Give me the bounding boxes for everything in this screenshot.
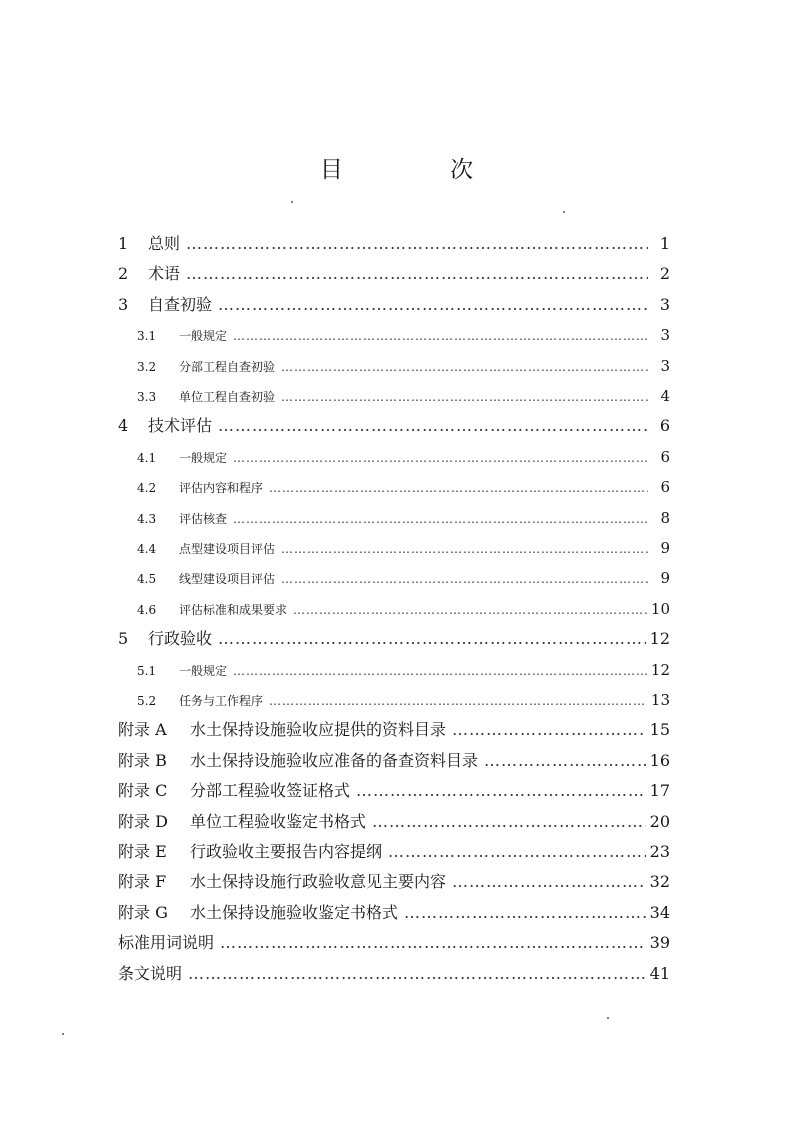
toc-entry-title: 评估核查 [179, 512, 228, 526]
toc-dot-leader [356, 776, 646, 806]
toc-dot-leader [269, 473, 648, 503]
toc-dot-leader [372, 807, 646, 837]
toc-entry-page: 8 [660, 509, 670, 527]
toc-entry-number: 附录 E [118, 842, 167, 861]
toc-entry-page: 2 [659, 264, 670, 283]
toc-entry-page: 39 [649, 933, 670, 952]
toc-entry[interactable] [118, 290, 670, 320]
toc-entry[interactable] [137, 472, 670, 502]
toc-entry-title: 评估内容和程序 [179, 481, 264, 495]
toc-dot-leader [281, 534, 648, 564]
toc-entry[interactable] [118, 229, 670, 259]
toc-dot-leader [186, 259, 648, 289]
toc-entry-number: 3.2 [137, 360, 157, 374]
toc-entry-number: 5.1 [137, 664, 157, 678]
toc-entry-number: 5.2 [137, 694, 157, 708]
toc-entry-page: 3 [660, 357, 670, 375]
toc-dot-leader [218, 624, 646, 654]
toc-entry-number: 4.6 [137, 603, 157, 617]
toc-entry-title: 条文说明 [118, 964, 183, 983]
toc-dot-leader [218, 290, 648, 320]
toc-entry-page: 3 [660, 326, 670, 344]
toc-entry-page: 20 [649, 812, 670, 831]
toc-dot-leader [218, 411, 648, 441]
toc-entry[interactable] [118, 807, 670, 837]
toc-entry-title: 水土保持设施验收应准备的备查资料目录 [190, 751, 479, 770]
toc-dot-leader [388, 837, 646, 867]
toc-entry-title: 技术评估 [148, 416, 213, 435]
toc-entry-number: 附录 G [118, 903, 168, 922]
toc-entry-title: 水土保持设施验收鉴定书格式 [190, 903, 399, 922]
toc-dot-leader [484, 746, 646, 776]
toc-entry-title: 任务与工作程序 [179, 694, 264, 708]
toc-dot-leader [452, 715, 646, 745]
toc-entry-page: 9 [660, 539, 670, 557]
toc-entry-number: 附录 C [118, 781, 168, 800]
scan-speck [607, 1017, 609, 1019]
toc-entry-number: 3.3 [137, 390, 157, 404]
toc-entry[interactable] [118, 776, 670, 806]
toc-dot-leader [233, 321, 648, 351]
toc-entry-number: 4.2 [137, 481, 157, 495]
toc-entry-page: 6 [660, 448, 670, 466]
toc-entry-page: 41 [649, 964, 670, 983]
toc-entry[interactable] [137, 655, 670, 685]
toc-entry-title: 一般规定 [179, 664, 228, 678]
toc-dot-leader [281, 352, 648, 382]
toc-dot-leader [293, 595, 647, 625]
toc-entry-number: 4 [118, 416, 129, 435]
toc-dot-leader [233, 443, 648, 473]
toc-entry-page: 9 [660, 569, 670, 587]
toc-entry[interactable] [137, 381, 670, 411]
toc-entry-page: 6 [660, 478, 670, 496]
toc-entry[interactable] [137, 442, 670, 472]
scan-speck [291, 201, 293, 203]
toc-entry-page: 1 [659, 234, 670, 253]
toc-entry-title: 线型建设项目评估 [179, 572, 276, 586]
toc-entry-number: 1 [118, 234, 129, 253]
toc-entry[interactable] [118, 928, 670, 958]
toc-entry-page: 23 [649, 842, 670, 861]
toc-entry-title: 标准用词说明 [118, 933, 215, 952]
toc-entry-number: 4.5 [137, 572, 157, 586]
toc-entry-title: 单位工程自查初验 [179, 390, 276, 404]
toc-entry-title: 一般规定 [179, 451, 228, 465]
toc-entry-page: 34 [649, 903, 670, 922]
toc-entry[interactable] [137, 594, 670, 624]
scan-speck [563, 211, 565, 213]
toc-dot-leader [186, 229, 648, 259]
toc-entry-number: 附录 A [118, 720, 167, 739]
toc-dot-leader [404, 898, 646, 928]
toc-entry-title: 分部工程自查初验 [179, 360, 276, 374]
toc-entry[interactable] [118, 259, 670, 289]
toc-entry-title: 分部工程验收签证格式 [190, 781, 351, 800]
toc-entry-number: 3 [118, 295, 129, 314]
toc-dot-leader [281, 564, 648, 594]
toc-dot-leader [220, 928, 646, 958]
toc-entry-title: 行政验收 [148, 629, 213, 648]
toc-entry-number: 附录 D [118, 812, 168, 831]
toc-entry-title: 单位工程验收鉴定书格式 [190, 812, 367, 831]
toc-entry-page: 6 [659, 416, 670, 435]
toc-entry-page: 15 [649, 720, 670, 739]
toc-entry-number: 附录 F [118, 872, 167, 891]
toc-entry[interactable] [118, 746, 670, 776]
toc-entry[interactable] [118, 898, 670, 928]
toc-entry-page: 12 [649, 629, 670, 648]
toc-entry-page: 13 [650, 691, 670, 709]
toc-entry-number: 3.1 [137, 329, 157, 343]
toc-entry-title: 水土保持设施验收应提供的资料目录 [190, 720, 447, 739]
toc-entry[interactable] [137, 563, 670, 593]
toc-entry-title: 点型建设项目评估 [179, 542, 276, 556]
toc-entry-title: 水土保持设施行政验收意见主要内容 [190, 872, 447, 891]
toc-dot-leader [269, 686, 647, 716]
toc-entry-title: 一般规定 [179, 329, 228, 343]
toc-entry-number: 附录 B [118, 751, 167, 770]
toc-entry[interactable] [137, 503, 670, 533]
toc-entry-title: 术语 [148, 264, 181, 283]
toc-entry[interactable] [118, 715, 670, 745]
toc-entry-title: 总则 [148, 234, 181, 253]
toc-entry-title: 评估标准和成果要求 [179, 603, 288, 617]
toc-entry[interactable] [118, 624, 670, 654]
scan-speck [62, 1033, 64, 1035]
toc-entry-page: 32 [649, 872, 670, 891]
toc-entry[interactable] [137, 320, 670, 350]
toc-entry-page: 17 [649, 781, 670, 800]
toc-entry-number: 5 [118, 629, 129, 648]
toc-entry-page: 10 [650, 600, 670, 618]
toc-dot-leader [233, 504, 648, 534]
toc-entry-page: 3 [659, 295, 670, 314]
toc-entry[interactable] [118, 867, 670, 897]
toc-entry[interactable] [118, 959, 670, 989]
toc-entry-number: 4.1 [137, 451, 157, 465]
toc-entry-page: 4 [660, 387, 670, 405]
toc-dot-leader [188, 959, 646, 989]
toc-entry[interactable] [137, 533, 670, 563]
toc-entry[interactable] [137, 351, 670, 381]
toc-entry-title: 自查初验 [148, 295, 213, 314]
toc-dot-leader [452, 867, 646, 897]
page-title: 目 次 [319, 157, 524, 183]
toc-entry-title: 行政验收主要报告内容提纲 [190, 842, 383, 861]
toc-dot-leader [281, 382, 648, 412]
toc-entry[interactable] [118, 837, 670, 867]
toc-entry-number: 4.4 [137, 542, 157, 556]
toc-dot-leader [233, 656, 647, 686]
toc-entry-page: 12 [650, 661, 670, 679]
toc-entry-number: 4.3 [137, 512, 157, 526]
toc-entry[interactable] [118, 411, 670, 441]
toc-entry[interactable] [137, 685, 670, 715]
toc-entry-page: 16 [649, 751, 670, 770]
toc-entry-number: 2 [118, 264, 129, 283]
